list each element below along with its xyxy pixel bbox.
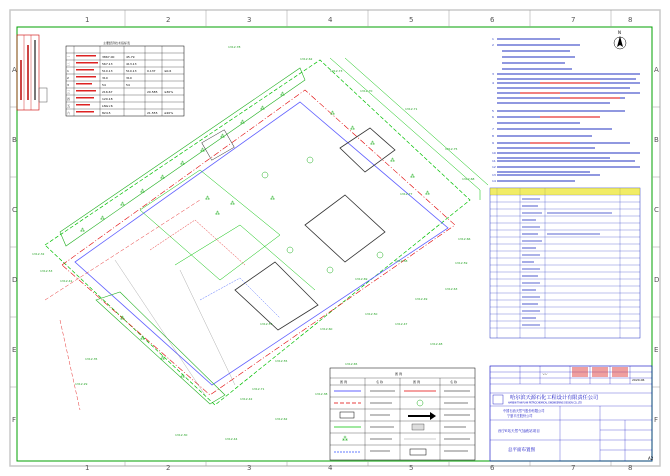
note-number: 4 [492, 81, 494, 85]
elevation-label: 1312.49 [415, 297, 428, 301]
elevation-label: 1312.35 [85, 357, 98, 361]
elevation-label: 1312.71 [405, 107, 418, 111]
table-cell: 824.5 [102, 111, 111, 115]
column-number: 2 [166, 464, 171, 472]
pipe-line [150, 220, 245, 265]
svg-text:⁂: ⁂ [120, 202, 125, 208]
column-number: 2 [166, 16, 171, 24]
svg-text:⁂: ⁂ [140, 336, 145, 342]
legend-symbol-tank [410, 449, 426, 455]
table-cell: 0.137 [147, 69, 156, 73]
dimension-line [180, 270, 235, 385]
row-letter: A [12, 66, 17, 74]
elevation-label: 1312.70 [360, 89, 373, 93]
legend-symbol-arrow [408, 412, 436, 420]
elevation-label: 1312.32 [32, 252, 45, 256]
note-number: 7 [492, 127, 494, 131]
elevation-label: 1312.30 [175, 433, 188, 437]
svg-text:⁂: ⁂ [270, 196, 275, 202]
svg-text:⁂: ⁂ [215, 211, 220, 217]
row-letter: B [654, 136, 659, 144]
technical-index-table [66, 40, 184, 116]
column-number: 4 [328, 16, 333, 24]
north-arrow-icon [614, 30, 626, 49]
table-cell: 310 [102, 76, 108, 80]
table-cell: 216.67 [102, 90, 113, 94]
elevation-label: 1312.57 [260, 322, 273, 326]
client-name-2: 宁夏平庄股份公司 [507, 414, 533, 418]
green-belt-south [96, 292, 225, 404]
table-cell: 三 [67, 90, 71, 94]
elevation-label: 1312.42 [240, 397, 253, 401]
table-cell: 567.13 [102, 62, 113, 66]
green-belt-west [60, 68, 305, 246]
svg-text:⁂: ⁂ [100, 216, 105, 222]
table-cell: 54 [102, 83, 106, 87]
table-cell: 413.13 [126, 62, 137, 66]
note-number: 5 [492, 109, 494, 113]
svg-text:⁂: ⁂ [140, 189, 145, 195]
table-cell: 3867.00 [102, 55, 115, 59]
svg-text:⁂: ⁂ [80, 228, 85, 234]
table-cell: 五 [67, 104, 71, 108]
note-number: 14 [492, 179, 496, 183]
red-line-ext [60, 320, 80, 410]
elevation-label: 1312.48 [430, 342, 443, 346]
signature-stamp [592, 367, 608, 377]
legend-header: 名 称 [450, 380, 457, 384]
svg-text:⁂: ⁂ [410, 174, 415, 180]
note-number: 9 [492, 141, 494, 145]
svg-text:⁂: ⁂ [230, 201, 235, 207]
svg-text:N: N [618, 30, 621, 35]
note-number: 8 [492, 134, 494, 138]
row-letter: D [12, 276, 18, 284]
table-cell: 二 [67, 62, 71, 66]
column-number: 3 [247, 464, 252, 472]
elevation-labels [32, 45, 474, 441]
design-notes [492, 37, 640, 183]
svg-text:⁂: ⁂ [240, 120, 245, 126]
table-cell: 510.13 [102, 69, 113, 73]
table-cell: ≤30% [164, 90, 174, 94]
signature-mark: 〰 [542, 372, 548, 378]
elevation-label: 1312.73 [330, 69, 343, 73]
svg-text:⁂: ⁂ [200, 148, 205, 154]
column-number: 8 [628, 464, 633, 472]
equipment-table [490, 188, 640, 338]
elevation-label: 1312.59 [455, 261, 468, 265]
elevation-label: 1312.71 [252, 387, 265, 391]
building-canopy [305, 195, 385, 262]
column-number: 5 [409, 464, 414, 472]
row-letter: C [654, 206, 659, 214]
svg-text:⁂: ⁂ [350, 126, 355, 132]
table-cell: 45.79 [126, 55, 135, 59]
table-cell: ≥20% [164, 111, 174, 115]
legend-symbol-green: ⁂ [342, 436, 348, 443]
svg-text:⁂: ⁂ [220, 134, 225, 140]
left-stamp-strip [17, 35, 47, 110]
table-cell: 3 [67, 83, 69, 87]
elevation-label: 1312.77 [400, 192, 413, 196]
note-number: 11 [492, 159, 496, 163]
elevation-label: 1312.47 [395, 322, 408, 326]
elevation-label: 1312.29 [75, 382, 88, 386]
note-number: 3 [492, 72, 494, 76]
elevation-label: 1312.62 [275, 417, 288, 421]
tree-symbol [287, 247, 293, 253]
table-cell: 120.18 [102, 97, 113, 101]
legend-box [330, 368, 475, 460]
svg-text:⁂: ⁂ [205, 196, 210, 202]
legend-header: 名 称 [376, 380, 383, 384]
elevation-label: 1312.62 [300, 57, 313, 61]
note-number: 2 [492, 43, 494, 47]
column-number: 7 [571, 464, 576, 472]
table-cell: 20.585 [147, 90, 158, 94]
row-letter: D [654, 276, 660, 284]
svg-text:⁂: ⁂ [370, 141, 375, 147]
elevation-label: 1312.44 [225, 437, 238, 441]
table-cell: 一 [67, 55, 71, 59]
table-cell: ≤0.6 [164, 69, 172, 73]
table-cell: 510.13 [126, 69, 137, 73]
column-number: 3 [247, 16, 252, 24]
elevation-label: 1312.69 [355, 277, 368, 281]
tree-symbol [307, 157, 313, 163]
elevation-label: 1312.55 [275, 359, 288, 363]
table-cell: 21.555 [147, 111, 158, 115]
company-name-en: HARBIN TIANYUAN PETROCHEMICAL ENGINEERING DESIGN CO.,LTD [508, 401, 582, 405]
legend-symbol-building [340, 412, 354, 418]
note-number: 6 [492, 115, 494, 119]
tree-symbol [262, 172, 268, 178]
table-cell: 2 [67, 76, 69, 80]
red-line-ext [45, 200, 200, 300]
row-letter: B [12, 136, 17, 144]
building-service [340, 128, 395, 172]
tree-symbol [327, 267, 333, 273]
elevation-label: 1312.58 [395, 259, 408, 263]
company-logo-icon [493, 395, 503, 404]
road-east [345, 58, 488, 185]
elevation-label: 1312.41 [60, 279, 73, 283]
elevation-label: 1312.65 [345, 362, 358, 366]
svg-text:⁂: ⁂ [330, 111, 335, 117]
legend-title: 图 例 [395, 372, 402, 376]
signature-stamp [572, 367, 588, 377]
svg-text:⁂: ⁂ [180, 161, 185, 167]
row-letter: E [654, 346, 659, 354]
elevation-label: 1312.63 [445, 287, 458, 291]
signature-stamp [612, 367, 628, 377]
column-number: 7 [571, 16, 576, 24]
client-name: 中国石油天然气股份有限公司 [503, 409, 545, 413]
row-letter: E [12, 346, 17, 354]
table-cell: LNG×6 [102, 104, 113, 108]
row-letter: C [12, 206, 17, 214]
legend-header: 图 例 [340, 380, 347, 384]
column-number: 5 [409, 16, 414, 24]
pipe-line [200, 278, 280, 318]
row-letter-grid [12, 66, 659, 424]
table-cell: 1 [67, 69, 69, 73]
column-number: 6 [490, 464, 495, 472]
table-cell: 54 [126, 83, 130, 87]
elevation-label: 1312.38 [315, 392, 328, 396]
internal-road [175, 225, 315, 290]
site-plan [45, 58, 488, 410]
column-number: 1 [85, 464, 90, 472]
svg-text:⁂: ⁂ [280, 92, 285, 98]
legend-symbol-dispenser [412, 424, 424, 430]
svg-text:⁂: ⁂ [160, 356, 165, 362]
company-name: 哈尔滨天源石化工程设计有限责任公司 [510, 395, 599, 401]
svg-text:⁂: ⁂ [160, 175, 165, 181]
elevation-label: 1312.53 [40, 269, 53, 273]
table-cell: 310 [126, 76, 132, 80]
building-station [235, 262, 318, 330]
svg-text:⁂: ⁂ [120, 316, 125, 322]
elevation-label: 1312.50 [365, 312, 378, 316]
table-title: 主要经济技术指标表 [103, 41, 131, 45]
svg-text:⁂: ⁂ [425, 191, 430, 197]
table-cell: 四 [67, 97, 71, 101]
sheet-size-tag: A2 [648, 456, 654, 461]
dimension-line [115, 260, 205, 395]
legend-header: 图 例 [413, 380, 420, 384]
note-number: 1 [492, 37, 494, 41]
title-block [490, 366, 654, 461]
note-number: 10 [492, 151, 496, 155]
project-name: 西宁E站天然气加液站项目 [498, 429, 540, 433]
elevation-label: 1312.68 [462, 177, 475, 181]
legend-symbol-tree [417, 400, 423, 406]
svg-text:⁂: ⁂ [180, 374, 185, 380]
column-number: 1 [85, 16, 90, 24]
elevation-label: 1312.75 [445, 147, 458, 151]
tree-symbol [377, 252, 383, 258]
date-label: 2020.06 [632, 378, 645, 382]
note-number: 13 [492, 173, 496, 177]
row-letter: F [654, 416, 659, 424]
column-number: 8 [628, 16, 633, 24]
row-letter: F [12, 416, 17, 424]
svg-text:⁂: ⁂ [260, 106, 265, 112]
table-cell: 六 [67, 111, 71, 115]
site-red-line [62, 90, 458, 395]
column-number: 6 [490, 16, 495, 24]
building-small [202, 130, 235, 160]
elevation-label: 1312.78 [228, 45, 241, 49]
svg-text:⁂: ⁂ [390, 158, 395, 164]
row-letter: A [654, 66, 659, 74]
note-number: 12 [492, 165, 496, 169]
column-number: 4 [328, 464, 333, 472]
elevation-label: 1312.60 [320, 327, 333, 331]
drawing-title: 总平面布置图 [508, 448, 535, 453]
elevation-label: 1312.66 [458, 237, 471, 241]
